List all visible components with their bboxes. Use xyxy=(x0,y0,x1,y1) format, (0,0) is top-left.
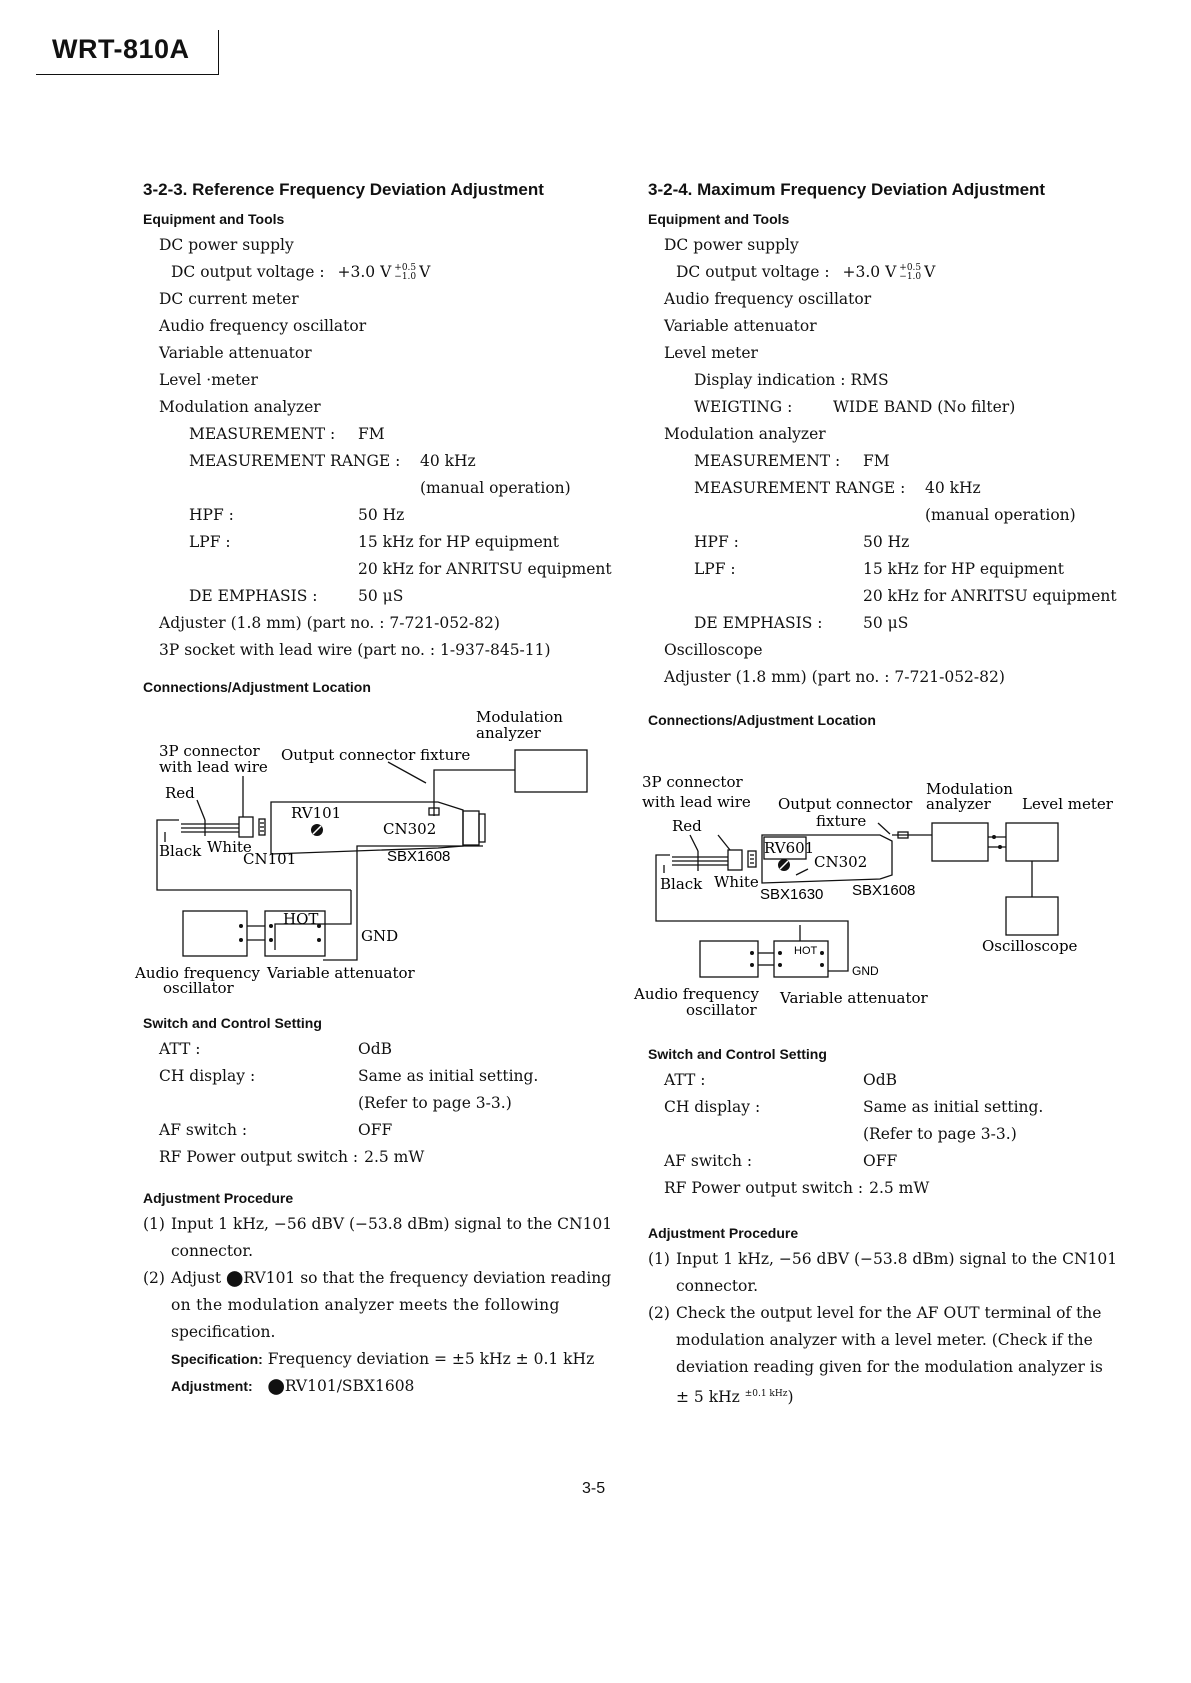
diagram-label-black: Black xyxy=(660,875,703,893)
step-text: connector. xyxy=(171,1242,254,1260)
diagram-label-cn302: CN302 xyxy=(814,853,868,871)
setting-label: LPF : xyxy=(694,560,736,578)
step-text: on the modulation analyzer meets the following xyxy=(171,1296,560,1314)
diagram-label-rv101: RV101 xyxy=(291,804,342,822)
setting-value: 15 kHz for HP equipment xyxy=(863,560,1064,578)
diagram-label-red: Red xyxy=(165,784,195,802)
setting-label: HPF : xyxy=(694,533,739,551)
adjuster-icon: ⬤ xyxy=(267,1377,285,1395)
setting-row xyxy=(143,475,663,502)
diagram-label-hot: HOT xyxy=(794,945,818,957)
setting-value: FM xyxy=(358,425,385,443)
switch-title: Switch and Control Setting xyxy=(143,1015,322,1031)
step-text: Adjust xyxy=(171,1269,222,1287)
diagram-label-gnd: GND xyxy=(852,964,879,978)
oscilloscope-box xyxy=(1006,897,1058,935)
diagram-label-output-connector: Output connector xyxy=(778,795,913,813)
switch-row xyxy=(143,1036,663,1063)
equipment-item: DC power supply xyxy=(159,236,294,254)
diagram-label-gnd: GND xyxy=(361,927,399,945)
setting-label: MEASUREMENT RANGE : xyxy=(694,479,906,497)
step-text: connector. xyxy=(676,1277,759,1295)
tolerance-unit: V xyxy=(419,263,431,281)
setting-row xyxy=(143,583,663,610)
setting-label: MEASUREMENT : xyxy=(189,425,336,443)
step-number: (2) xyxy=(648,1304,670,1322)
diagram-label-level-meter: Level meter xyxy=(1022,795,1113,813)
step-text: modulation analyzer with a level meter. (Check if the xyxy=(676,1331,1093,1349)
diagram-label-af-osc: Audio frequency xyxy=(135,964,260,982)
connection-diagram xyxy=(135,706,663,1006)
adjuster-icon: ⬤ xyxy=(226,1269,244,1287)
diagram-label-lead-wire: with lead wire xyxy=(159,758,268,776)
tolerance xyxy=(899,264,921,282)
equipment-title: Equipment and Tools xyxy=(143,211,285,227)
switch-title: Switch and Control Setting xyxy=(648,1046,827,1062)
procedure-step-2 xyxy=(143,1265,663,1400)
switch-value: Same as initial setting. xyxy=(358,1067,539,1085)
tolerance xyxy=(394,264,416,282)
section-title: 3-2-3. Reference Frequency Deviation Adjustment xyxy=(143,180,544,199)
equipment-item xyxy=(143,259,663,286)
setting-row xyxy=(648,583,1118,610)
procedure-step-2 xyxy=(648,1300,1118,1411)
switch-value: OFF xyxy=(863,1152,898,1170)
connection-diagram-svg xyxy=(135,706,603,1006)
switch-label: CH display : xyxy=(159,1067,256,1085)
setting-value: 40 kHz xyxy=(420,452,476,470)
setting-row xyxy=(143,556,663,583)
switch-label: AF switch : xyxy=(159,1121,248,1139)
model-number: WRT-810A xyxy=(52,34,190,64)
setting-label: HPF : xyxy=(189,506,234,524)
equipment-item: Modulation analyzer xyxy=(159,398,321,416)
equipment-item: Adjuster (1.8 mm) (part no. : 7-721-052-82) xyxy=(664,668,1005,686)
switch-row xyxy=(143,1117,663,1144)
diagram-label-analyzer: analyzer xyxy=(926,795,991,813)
switch-row xyxy=(648,1175,1118,1202)
spec-value: Frequency deviation = ±5 kHz ± 0.1 kHz xyxy=(267,1350,595,1368)
diagram-label-sbx1608: SBX1608 xyxy=(852,882,916,899)
diagram-label-fixture: fixture xyxy=(816,812,867,830)
setting-label: MEASUREMENT RANGE : xyxy=(189,452,401,470)
af-oscillator-box xyxy=(700,941,758,977)
switch-row xyxy=(143,1144,663,1171)
setting-value: 20 kHz for ANRITSU equipment xyxy=(863,587,1117,605)
diagram-label-sbx1630: SBX1630 xyxy=(760,886,824,903)
equipment-item: Audio frequency oscillator xyxy=(159,317,367,335)
diagram-label-oscilloscope: Oscilloscope xyxy=(982,937,1078,955)
switch-value: 2.5 mW xyxy=(364,1148,425,1166)
tolerance-plus: +0.5 xyxy=(394,263,417,273)
switch-label: AF switch : xyxy=(664,1152,753,1170)
equipment-item: Level meter xyxy=(664,344,758,362)
setting-row xyxy=(648,394,1118,421)
setting-value: WIDE BAND (No filter) xyxy=(833,398,1016,416)
equipment-item: Audio frequency oscillator xyxy=(664,290,872,308)
step-number: (2) xyxy=(143,1269,165,1287)
switch-value: OFF xyxy=(358,1121,393,1139)
procedure-step-1 xyxy=(648,1246,1118,1300)
setting-value: 50 μS xyxy=(358,587,404,605)
dc-output-value: +3.0 V xyxy=(842,263,897,281)
level-meter-box xyxy=(1006,823,1058,861)
diagram-label-modulation: Modulation xyxy=(926,780,1013,798)
setting-row xyxy=(143,502,663,529)
switch-value: OdB xyxy=(358,1040,393,1058)
setting-value: 20 kHz for ANRITSU equipment xyxy=(358,560,612,578)
adjustment-label: Adjustment: xyxy=(171,1378,253,1394)
equipment-item: Oscilloscope xyxy=(664,641,763,659)
diagram-label-lead-wire: with lead wire xyxy=(642,793,751,811)
section-maximum-deviation xyxy=(634,180,1118,1411)
connection-diagram xyxy=(634,739,1118,1039)
diagram-label-oscillator: oscillator xyxy=(686,1001,757,1019)
procedure-title: Adjustment Procedure xyxy=(648,1225,799,1241)
diagram-label-cn302: CN302 xyxy=(383,820,437,838)
diagram-label-white: White xyxy=(207,838,252,856)
step-text: ± 5 kHz xyxy=(676,1388,740,1407)
modulation-analyzer-box xyxy=(932,823,988,861)
setting-value: FM xyxy=(863,452,890,470)
switch-label: CH display : xyxy=(664,1098,761,1116)
setting-row xyxy=(648,529,1118,556)
equipment-item: Modulation analyzer xyxy=(664,425,826,443)
step-text: ) xyxy=(787,1388,794,1407)
equipment-item: Variable attenuator xyxy=(664,317,817,335)
diagram-label-af-osc: Audio frequency xyxy=(634,985,759,1003)
switch-value: OdB xyxy=(863,1071,898,1089)
af-oscillator-box xyxy=(183,911,247,956)
modulation-analyzer-box xyxy=(515,750,587,792)
setting-row xyxy=(143,448,663,475)
setting-row xyxy=(648,502,1118,529)
setting-label: WEIGTING : xyxy=(694,398,793,416)
setting-value: 40 kHz xyxy=(925,479,981,497)
setting-label: DE EMPHASIS : xyxy=(189,587,318,605)
setting-label: MEASUREMENT : xyxy=(694,452,841,470)
connections-title: Connections/Adjustment Location xyxy=(648,712,876,728)
setting-note: (manual operation) xyxy=(925,506,1076,524)
diagram-label-modulation: Modulation xyxy=(476,708,563,726)
tolerance-unit: V xyxy=(924,263,936,281)
setting-label: LPF : xyxy=(189,533,231,551)
tolerance-superscript: ±0.1 kHz xyxy=(744,1389,788,1399)
setting-value: 50 μS xyxy=(863,614,909,632)
diagram-label-black: Black xyxy=(159,842,202,860)
diagram-label-analyzer: analyzer xyxy=(476,724,541,742)
setting-row xyxy=(143,421,663,448)
tolerance-plus: +0.5 xyxy=(899,263,922,273)
section-title: 3-2-4. Maximum Frequency Deviation Adjustment xyxy=(648,180,1046,199)
setting-row: Display indication : RMS xyxy=(694,371,889,389)
equipment-item: 3P socket with lead wire (part no. : 1-937-845-11) xyxy=(159,641,551,659)
procedure-title: Adjustment Procedure xyxy=(143,1190,294,1206)
switch-note: (Refer to page 3-3.) xyxy=(358,1094,512,1112)
equipment-item: Level ·meter xyxy=(159,371,258,389)
equipment-item: DC power supply xyxy=(664,236,799,254)
equipment-title: Equipment and Tools xyxy=(648,211,790,227)
switch-row xyxy=(648,1148,1118,1175)
section-reference-deviation xyxy=(135,180,663,1400)
diagram-label-var-att: Variable attenuator xyxy=(780,989,928,1007)
setting-value: 50 Hz xyxy=(863,533,910,551)
tolerance-minus: −1.0 xyxy=(899,272,922,282)
switch-row xyxy=(648,1067,1118,1094)
dc-output-label: DC output voltage : xyxy=(171,263,325,281)
setting-value: 15 kHz for HP equipment xyxy=(358,533,559,551)
procedure-step-1 xyxy=(143,1211,663,1265)
step-text: deviation reading given for the modulation analyzer is xyxy=(676,1358,1103,1376)
diagram-label-output-fixture: Output connector fixture xyxy=(281,746,471,764)
diagram-label-3p: 3P connector xyxy=(159,742,260,760)
setting-row xyxy=(143,529,663,556)
dc-output-value: +3.0 V xyxy=(337,263,392,281)
step-number: (1) xyxy=(648,1250,670,1268)
switch-value: 2.5 mW xyxy=(869,1179,930,1197)
setting-note: (manual operation) xyxy=(420,479,571,497)
step-text: specification. xyxy=(171,1323,276,1341)
dc-output-label: DC output voltage : xyxy=(676,263,830,281)
equipment-item: Adjuster (1.8 mm) (part no. : 7-721-052-82) xyxy=(159,614,500,632)
switch-note: (Refer to page 3-3.) xyxy=(863,1125,1017,1143)
diagram-label-var-att: Variable attenuator xyxy=(267,964,415,982)
switch-row xyxy=(143,1090,663,1117)
connection-diagram-svg xyxy=(634,739,1118,1039)
step-text: Input 1 kHz, −56 dBV (−53.8 dBm) signal to the CN101 xyxy=(676,1250,1118,1268)
diagram-label-white: White xyxy=(714,873,759,891)
setting-label: DE EMPHASIS : xyxy=(694,614,823,632)
diagram-label-red: Red xyxy=(672,817,702,835)
step-text: RV101 so that the frequency deviation reading xyxy=(243,1269,612,1287)
step-text: Check the output level for the AF OUT terminal of the xyxy=(676,1304,1102,1322)
switch-label: ATT : xyxy=(664,1071,706,1089)
switch-label: RF Power output switch : xyxy=(664,1179,864,1197)
equipment-item: Variable attenuator xyxy=(159,344,312,362)
diagram-label-sbx1608: SBX1608 xyxy=(387,848,451,865)
switch-row xyxy=(648,1094,1118,1121)
switch-label: RF Power output switch : xyxy=(159,1148,359,1166)
switch-row xyxy=(143,1063,663,1090)
switch-value: Same as initial setting. xyxy=(863,1098,1044,1116)
setting-value: 50 Hz xyxy=(358,506,405,524)
page-number: 3-5 xyxy=(582,1480,606,1497)
equipment-item: DC current meter xyxy=(159,290,299,308)
switch-row xyxy=(648,1121,1118,1148)
diagram-label-cn101: CN101 xyxy=(243,850,297,868)
diagram-label-3p: 3P connector xyxy=(642,773,743,791)
equipment-item xyxy=(648,259,1118,286)
tolerance-minus: −1.0 xyxy=(394,272,417,282)
step-text: Input 1 kHz, −56 dBV (−53.8 dBm) signal to the CN101 xyxy=(171,1215,613,1233)
setting-row xyxy=(648,556,1118,583)
setting-row xyxy=(648,448,1118,475)
setting-row xyxy=(648,610,1118,637)
step-number: (1) xyxy=(143,1215,165,1233)
setting-row xyxy=(648,475,1118,502)
diagram-label-oscillator: oscillator xyxy=(163,979,234,997)
diagram-label-hot: HOT xyxy=(283,910,319,928)
spec-label: Specification: xyxy=(171,1351,263,1367)
adjustment-value: RV101/SBX1608 xyxy=(284,1377,415,1395)
connections-title: Connections/Adjustment Location xyxy=(143,679,371,695)
switch-label: ATT : xyxy=(159,1040,201,1058)
diagram-label-rv601: RV601 xyxy=(764,839,815,857)
